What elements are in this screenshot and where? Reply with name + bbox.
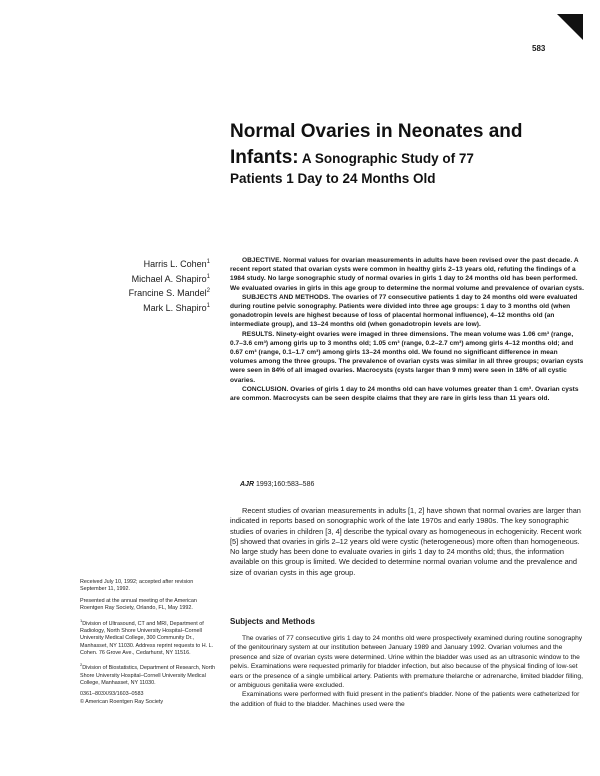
author — [70, 285, 210, 300]
abstract-conclusion — [230, 385, 586, 403]
author-list — [70, 256, 210, 314]
abstract-text: Normal values for ovarian measurements in adults have been revised over the past decade. A recent report stated that ovarian cysts were common in healthy girls 2–13 years old, refuting the findings of a 1984 study. No large sonographic study of normal ovaries in girls 1 day to 24 months old has been performed. We evaluated ovaries in girls in this age group to determine the normal volume and prevalence of ovarian cysts. — [230, 257, 584, 292]
abstract-objective — [230, 256, 586, 293]
introduction — [230, 506, 586, 578]
article-title — [230, 116, 570, 189]
citation-ref: 1993;160:583–586 — [254, 481, 315, 488]
author-affiliation-mark: 2 — [206, 288, 210, 294]
author — [70, 271, 210, 286]
title-subtitle-line2: Patients 1 Day to 24 Months Old — [230, 171, 436, 186]
abstract-label: CONCLUSION. — [242, 385, 289, 393]
front-matter-notes — [80, 579, 218, 706]
section-heading: Subjects and Methods — [230, 617, 315, 626]
title-main: Normal Ovaries in Neonates and Infants: — [230, 121, 523, 168]
methods-paragraph: Examinations were performed with fluid present in the patient's bladder. None of the patients were catheterized for the addition of fluid to the bladder. Machines used were the — [230, 691, 580, 708]
abstract-label: RESULTS. — [242, 330, 275, 338]
corner-tab-marker — [557, 14, 583, 40]
issn-code: 0361–803X/93/1603–0583 — [80, 691, 144, 698]
methods-paragraph: The ovaries of 77 consecutive girls 1 day to 24 months old were prospectively examined during routine sonography of the genitourinary system at our institution between January 1989 and January 1992. Ovarian volumes and the presence and size of ovarian cysts were determined. Urine within the bladder was used as an ultrasonic window to the pelvis. Examinations were requested primarily for bladder infection, but also because of the physical finding of low-set ears or the presence of a single umbilical artery. Patients with premature thelarche or adrenarche, limited bladder filling, or ambiguous genitalia were excluded. — [230, 635, 584, 690]
author-name: Francine S. Mandel — [128, 288, 207, 298]
abstract-results — [230, 330, 586, 385]
author — [70, 256, 210, 271]
abstract-text: Ninety-eight ovaries were imaged in three dimensions. The mean volume was 1.06 cm³ (range, 0.7–3.6 cm³) among girls up to 3 months old; 1.05 cm³ (range, 0.2–2.7 cm³) among girls 4–12 months old; and 0.67 cm³ (range, 0.1–1.7 cm³) among girls 13–24 months old. We found no significant difference in mean volumes among the three groups. The prevalence of ovarian cysts was similar in all three groups; ovarian cysts were seen in 84% of all imaged ovaries. Macrocysts (cysts larger than 9 mm) were seen in 18% of all cystic ovaries. — [230, 330, 584, 384]
journal-citation — [240, 481, 314, 488]
abstract-methods — [230, 293, 586, 330]
affiliation-note-1 — [80, 617, 218, 658]
abstract-label: OBJECTIVE. — [242, 257, 282, 264]
abstract — [230, 256, 586, 403]
footnote-mark: 1 — [80, 617, 83, 623]
author-affiliation-mark: 1 — [206, 302, 210, 309]
copyright-line: © American Roentgen Ray Society — [80, 698, 164, 705]
title-subtitle-line1: A Sonographic Study of 77 — [298, 151, 474, 166]
presented-note: Presented at the annual meeting of the American Roentgen Ray Society, Orlando, FL, May 1992. — [80, 597, 197, 612]
author-affiliation-mark: 1 — [206, 259, 210, 265]
author-affiliation-mark: 1 — [206, 273, 210, 280]
intro-paragraph: Recent studies of ovarian measurements in adults [1, 2] have shown that normal ovaries are larger than indicated in reports based on sonographic work of the late 1970s and early 1980s. The key sonographic studies of ovaries in children [3, 4] describe the typical ovary as homogeneous in echogenicity. Recent work [5] showed that ovaries in girls 2–12 years old were cystic (heterogeneous) more often than homogeneous. No large study has been done to evaluate ovaries in girls 1 day to 24 months old; thus, the information available on this group is limited. We decided to determine normal ovarian volume and the prevalence and size of ovarian cysts in this age group. — [230, 506, 582, 577]
author — [70, 300, 210, 315]
affiliation-note-2 — [80, 661, 218, 687]
footnote-text: Division of Biostatistics, Department of Research, North Shore University Hospital–Cornell University Medical College, Manhasset, NY 11030. — [80, 665, 215, 687]
received-note: Received July 10, 1992; accepted after revision September 11, 1992. — [80, 579, 194, 593]
abstract-text: Ovaries of girls 1 day to 24 months old can have volumes greater than 1 cm³. Ovarian cysts are common. Macrocysts can be seen despite claims that they are rare in girls less than 11 years old. — [230, 385, 579, 403]
abstract-text: The ovaries of 77 consecutive patients 1 day to 24 months old were evaluated during routine pelvic sonography. Patients were divided into three age groups: 1 day to 3 months old (when gonadotropin levels are highest because of loss of placental hormonal influence), 4–12 months old (an intermediate group), and 13–24 months old (when gonadotropin levels are low). — [230, 293, 578, 329]
footnote-mark: 2 — [80, 662, 83, 668]
author-name: Harris L. Cohen — [143, 259, 207, 269]
author-name: Michael A. Shapiro — [131, 273, 207, 284]
abstract-label: SUBJECTS AND METHODS. — [242, 293, 331, 301]
journal-name: AJR — [240, 481, 255, 488]
page-number: 583 — [532, 44, 546, 53]
methods-body — [230, 634, 586, 709]
footnote-text: Division of Ultrasound, CT and MRI, Department of Radiology, North Shore University Hospital–Cornell University Medical College, 300 Community Dr., Manhasset, NY 11030. Address reprint requests to H. L. Cohen. 76 Grove Ave., Cedarhurst, NY 11516. — [80, 620, 214, 657]
author-name: Mark L. Shapiro — [143, 302, 207, 313]
